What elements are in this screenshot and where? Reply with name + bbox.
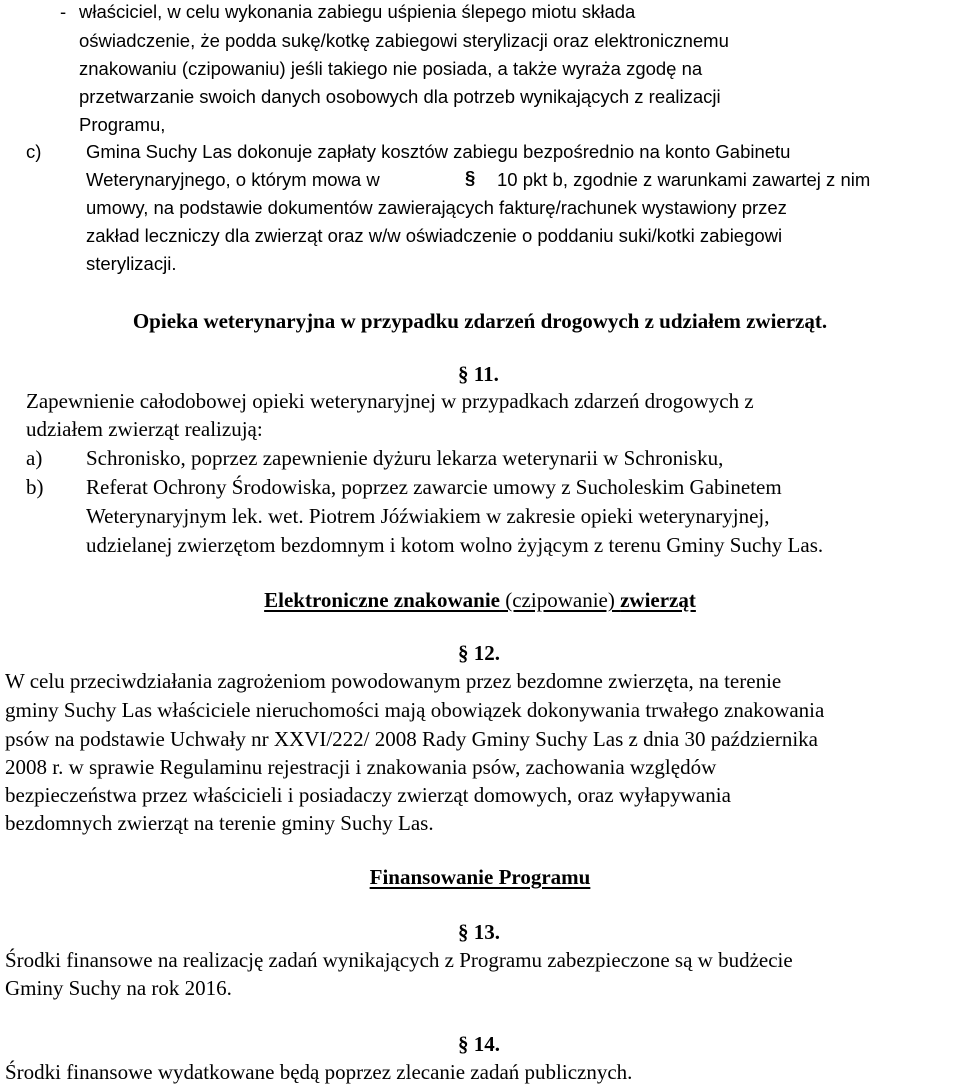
chip-line: bezdomnych zwierząt na terenie gminy Suchy Las. <box>5 811 434 835</box>
heading-normal-part: (czipowanie) <box>499 588 621 612</box>
paragraph-number: 12. <box>473 641 500 665</box>
item-b-line: Weterynaryjnym lek. wet. Piotrem Jóźwiakiem w zakresie opieki weterynaryjnej, <box>86 504 770 528</box>
item-b-label: b) <box>26 475 44 499</box>
dash-marker: - <box>60 1 67 22</box>
chip-line: 2008 r. w sprawie Regulaminu rejestracji i znakowania psów, zachowania względów <box>5 755 717 779</box>
chip-line: W celu przeciwdziałania zagrożeniom powodowanym przez bezdomne zwierzęta, na terenie <box>5 669 782 693</box>
chip-line: psów na podstawie Uchwały nr XXVI/222/ 2008 Rady Gminy Suchy Las z dnia 30 października <box>5 727 818 751</box>
finance-line: Gminy Suchy na rok 2016. <box>5 976 232 1000</box>
item-c-line: zakład leczniczy dla zwierząt oraz w/w oświadczenie o poddaniu suki/kotki zabiegowi <box>86 225 783 246</box>
dash-item-line: właściciel, w celu wykonania zabiegu uśpienia ślepego miotu składa <box>79 1 636 22</box>
item-b-line: Referat Ochrony Środowiska, poprzez zawarcie umowy z Sucholeskim Gabinetem <box>86 475 782 499</box>
section-symbol-icon: § <box>458 920 469 944</box>
paragraph-number-14 <box>458 1034 500 1055</box>
finance-line: Środki finansowe wydatkowane będą poprzez zlecanie zadań publicznych. <box>5 1060 633 1084</box>
vet-intro-line: udziałem zwierząt realizują: <box>26 417 263 441</box>
paragraph-number-12 <box>458 643 500 664</box>
paragraph-number: 14. <box>473 1032 500 1056</box>
item-c-line: 10 pkt b, zgodnie z warunkami zawartej z nim <box>497 169 871 190</box>
section-symbol-icon: § <box>458 362 469 386</box>
dash-item-line: Programu, <box>79 114 166 135</box>
section-heading-vet: Opieka weterynaryjna w przypadku zdarzeń drogowych z udziałem zwierząt. <box>132 309 828 333</box>
dash-item-line: znakowaniu (czipowaniu) jeśli takiego nie posiada, a także wyraża zgodę na <box>79 58 703 79</box>
item-c-line: sterylizacji. <box>86 253 177 274</box>
section-symbol-icon: § <box>458 1032 469 1056</box>
item-c-line: umowy, na podstawie dokumentów zawierających fakturę/rachunek wystawiony przez <box>86 197 787 218</box>
item-c-label: c) <box>26 141 42 162</box>
vet-intro-line: Zapewnienie całodobowej opieki weterynaryjnej w przypadkach zdarzeń drogowych z <box>26 389 754 413</box>
heading-bold-part: Elektroniczne znakowanie <box>264 588 500 612</box>
chip-line: bezpieczeństwa przez właścicieli i posiadaczy zwierząt domowych, oraz wyłapywania <box>5 783 731 807</box>
section-symbol-icon: § <box>458 641 469 665</box>
finance-line: Środki finansowe na realizację zadań wynikających z Programu zabezpieczone są w budżecie <box>5 948 793 972</box>
item-a-label: a) <box>26 446 43 470</box>
paragraph-number-13 <box>458 922 500 943</box>
heading-bold-part: zwierząt <box>620 588 696 612</box>
dash-item-line: oświadczenie, że podda sukę/kotkę zabiegowi sterylizacji oraz elektronicznemu <box>79 30 729 51</box>
item-a-text: Schronisko, poprzez zapewnienie dyżuru lekarza weterynarii w Schronisku, <box>86 446 724 470</box>
item-b-line: udzielanej zwierzętom bezdomnym i kotom wolno żyjącym z terenu Gminy Suchy Las. <box>86 533 824 557</box>
paragraph-number: 11. <box>473 362 499 386</box>
section-symbol-icon: § <box>465 167 476 188</box>
item-c-line: Weterynaryjnego, o którym mowa w <box>86 169 380 190</box>
item-c-line: Gmina Suchy Las dokonuje zapłaty kosztów zabiegu bezpośrednio na konto Gabinetu <box>86 141 791 162</box>
section-heading-chip <box>0 590 960 611</box>
section-heading-finance: Finansowanie Programu <box>369 865 591 889</box>
chip-line: gminy Suchy Las właściciele nieruchomości mają obowiązek dokonywania trwałego znakowania <box>5 698 825 722</box>
paragraph-number-11 <box>458 364 499 385</box>
paragraph-number: 13. <box>473 920 500 944</box>
dash-item-line: przetwarzanie swoich danych osobowych dla potrzeb wynikających z realizacji <box>79 86 721 107</box>
